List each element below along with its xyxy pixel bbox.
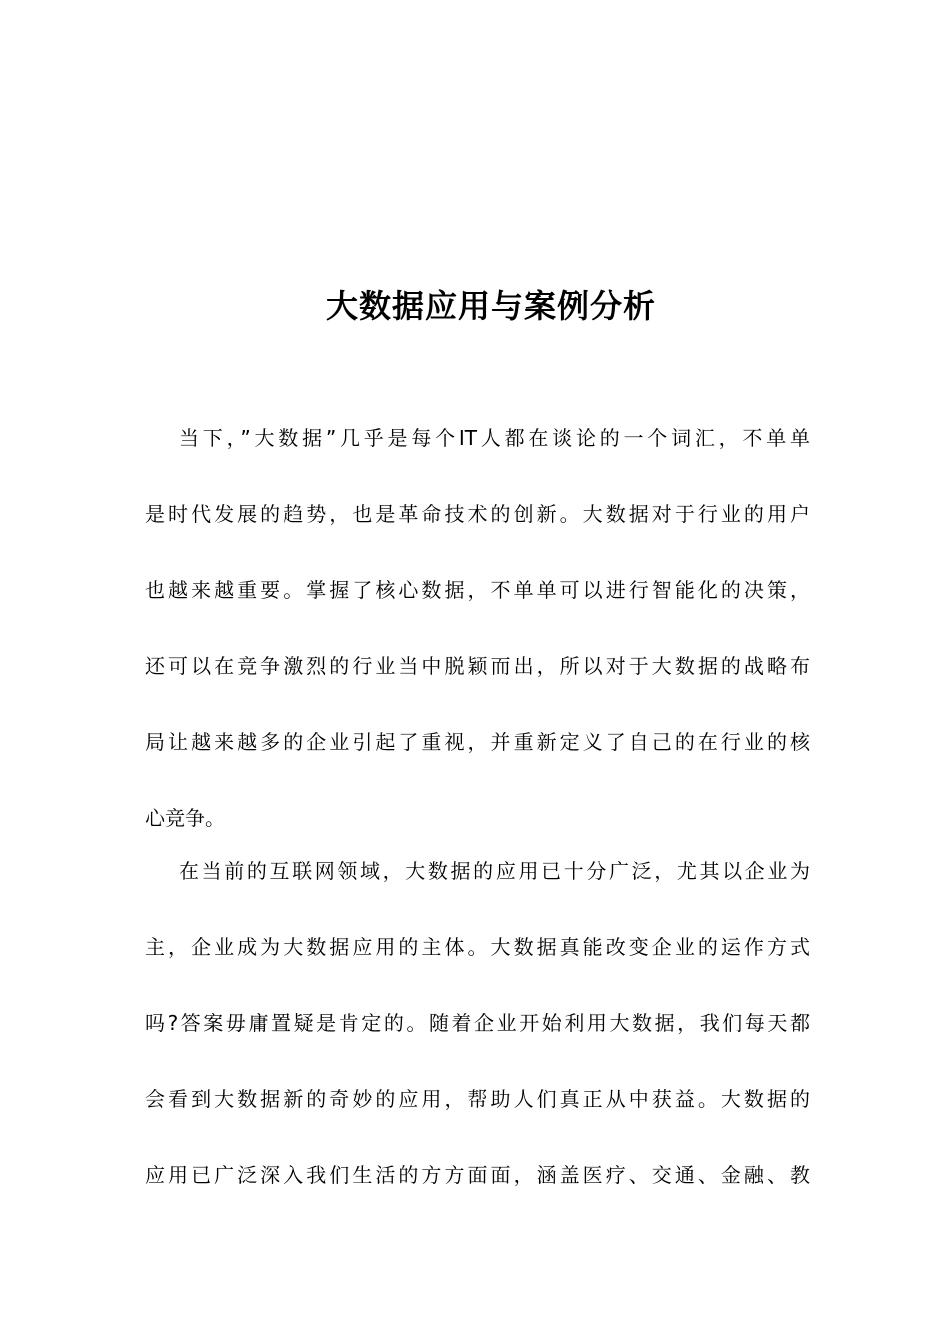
paragraph-line: 会看到大数据新的奇妙的应用，帮助人们真正从中获益。大数据的	[145, 1087, 810, 1111]
paragraph-line: 也越来越重要。掌握了核心数据，不单单可以进行智能化的决策，	[145, 578, 810, 602]
paragraph-line: 在当前的互联网领域，大数据的应用已十分广泛，尤其以企业为	[179, 859, 810, 883]
paragraph-line: 当下，”大数据”几乎是每个IT人都在谈论的一个词汇，不单单	[179, 426, 810, 450]
paragraph-line: 局让越来越多的企业引起了重视，并重新定义了自己的在行业的核	[145, 730, 810, 754]
document-title: 大数据应用与案例分析	[325, 287, 656, 325]
paragraph-line: 吗?答案毋庸置疑是肯定的。随着企业开始利用大数据，我们每天都	[145, 1011, 810, 1035]
paragraph-line: 还可以在竞争激烈的行业当中脱颖而出，所以对于大数据的战略布	[145, 654, 810, 678]
paragraph-2	[145, 833, 810, 1213]
paragraph-line: 主，企业成为大数据应用的主体。大数据真能改变企业的运作方式	[145, 935, 810, 959]
paragraph-line: 是时代发展的趋势，也是革命技术的创新。大数据对于行业的用户	[145, 502, 810, 526]
paragraph-1	[145, 400, 810, 856]
paragraph-line: 心竞争。	[145, 806, 225, 830]
paragraph-line: 应用已广泛深入我们生活的方方面面，涵盖医疗、交通、金融、教	[145, 1163, 810, 1187]
